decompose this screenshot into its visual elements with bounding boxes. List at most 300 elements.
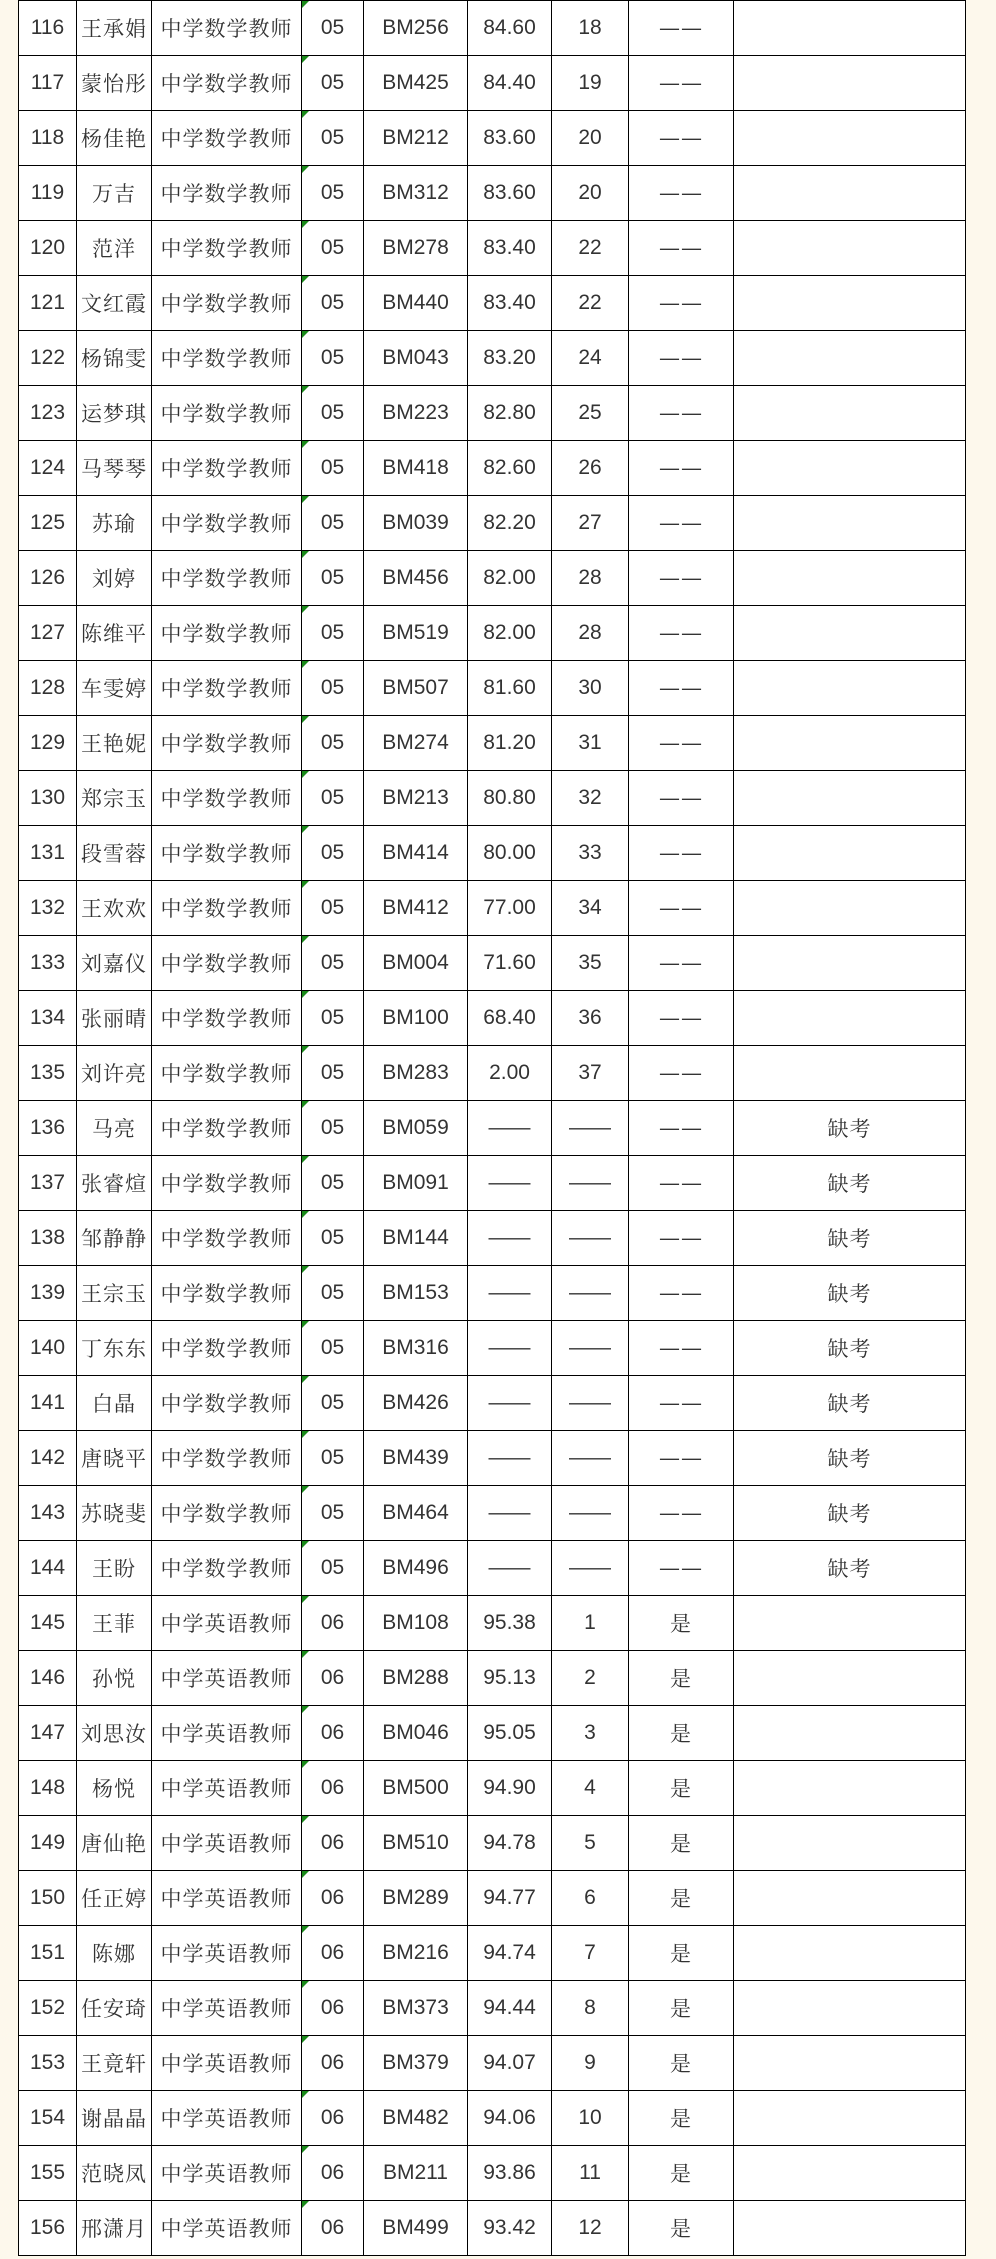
cell-comment-marker bbox=[302, 2201, 309, 2208]
row-score bbox=[468, 606, 552, 661]
row-post-code bbox=[302, 496, 364, 551]
row-seq-text: 123 bbox=[29, 401, 66, 424]
row-score-text: 82.00 bbox=[483, 621, 536, 644]
row-seq-text: 151 bbox=[29, 1941, 66, 1964]
row-seq-text: 125 bbox=[29, 511, 66, 534]
table-row bbox=[19, 1, 966, 56]
row-rank bbox=[552, 1541, 629, 1596]
row-ticket-number-text: BM144 bbox=[382, 1226, 449, 1249]
row-score bbox=[468, 551, 552, 606]
row-rank-text: 31 bbox=[578, 731, 602, 754]
row-post-code-text: 06 bbox=[320, 2216, 345, 2239]
row-seq-text: 139 bbox=[29, 1281, 66, 1304]
row-rank bbox=[552, 1156, 629, 1211]
row-rank bbox=[552, 661, 629, 716]
row-interview bbox=[629, 826, 734, 881]
row-score-text: 77.00 bbox=[483, 896, 536, 919]
row-post-code-text: 06 bbox=[320, 2106, 345, 2129]
row-ticket-number-text: BM499 bbox=[382, 2216, 449, 2239]
row-ticket-number-text: BM100 bbox=[382, 1006, 449, 1029]
row-score-text: —— bbox=[488, 1446, 531, 1469]
row-rank bbox=[552, 1816, 629, 1871]
row-interview bbox=[629, 56, 734, 111]
row-post-text: 中学数学教师 bbox=[160, 1337, 293, 1361]
row-score-text: 95.05 bbox=[483, 1721, 536, 1744]
row-seq bbox=[19, 1431, 77, 1486]
row-interview bbox=[629, 1376, 734, 1431]
row-rank bbox=[552, 826, 629, 881]
cell-comment-marker bbox=[302, 1211, 309, 1218]
row-interview-text: —— bbox=[659, 1116, 703, 1140]
row-post-code bbox=[302, 771, 364, 826]
row-post-text: 中学英语教师 bbox=[160, 1667, 293, 1691]
row-post-text: 中学数学教师 bbox=[160, 677, 293, 701]
row-rank-text: 28 bbox=[578, 566, 602, 589]
row-post-text: 中学英语教师 bbox=[160, 2162, 293, 2186]
table-row bbox=[19, 496, 966, 551]
row-score bbox=[468, 1046, 552, 1101]
row-post bbox=[152, 881, 302, 936]
row-ticket-number bbox=[364, 166, 468, 221]
row-post-code bbox=[302, 2036, 364, 2091]
row-seq bbox=[19, 441, 77, 496]
row-rank-text: 36 bbox=[578, 1006, 602, 1029]
row-post bbox=[152, 1486, 302, 1541]
row-interview-text: —— bbox=[659, 291, 703, 315]
row-ticket-number bbox=[364, 1266, 468, 1321]
cell-comment-marker bbox=[302, 1321, 309, 1328]
row-interview bbox=[629, 1761, 734, 1816]
row-post-code-text: 05 bbox=[320, 1006, 345, 1029]
row-score bbox=[468, 1266, 552, 1321]
row-score bbox=[468, 166, 552, 221]
row-name-text: 唐仙艳 bbox=[81, 1832, 147, 1856]
cell-comment-marker bbox=[302, 2146, 309, 2153]
row-post bbox=[152, 2146, 302, 2201]
row-seq-text: 122 bbox=[29, 346, 66, 369]
row-score-text: 93.86 bbox=[483, 2161, 536, 2184]
row-post bbox=[152, 1651, 302, 1706]
row-interview bbox=[629, 331, 734, 386]
row-name-text: 王欢欢 bbox=[81, 897, 147, 921]
row-remark bbox=[734, 2146, 966, 2201]
row-interview bbox=[629, 991, 734, 1046]
row-name bbox=[77, 1266, 152, 1321]
row-name-text: 郑宗玉 bbox=[81, 787, 147, 811]
row-interview-text: —— bbox=[659, 401, 703, 425]
row-post-text: 中学数学教师 bbox=[160, 567, 293, 591]
row-remark bbox=[734, 1871, 966, 1926]
row-ticket-number bbox=[364, 1376, 468, 1431]
row-ticket-number-text: BM289 bbox=[382, 1886, 449, 1909]
row-seq bbox=[19, 1541, 77, 1596]
row-name-text: 白晶 bbox=[92, 1392, 136, 1416]
row-seq-text: 132 bbox=[29, 896, 66, 919]
table-row bbox=[19, 56, 966, 111]
cell-comment-marker bbox=[302, 1376, 309, 1383]
row-post-code bbox=[302, 606, 364, 661]
row-rank bbox=[552, 1486, 629, 1541]
row-post-code bbox=[302, 1, 364, 56]
row-post-code bbox=[302, 56, 364, 111]
row-interview-text: —— bbox=[659, 1446, 703, 1470]
row-seq-text: 149 bbox=[29, 1831, 66, 1854]
table-row bbox=[19, 386, 966, 441]
row-interview-text: —— bbox=[659, 1501, 703, 1525]
row-post bbox=[152, 2036, 302, 2091]
row-seq-text: 142 bbox=[29, 1446, 66, 1469]
row-score bbox=[468, 881, 552, 936]
row-rank bbox=[552, 1321, 629, 1376]
row-post-code-text: 05 bbox=[320, 346, 345, 369]
row-seq bbox=[19, 2146, 77, 2201]
row-post bbox=[152, 1046, 302, 1101]
row-name bbox=[77, 1926, 152, 1981]
row-post-text: 中学数学教师 bbox=[160, 732, 293, 756]
row-seq-text: 135 bbox=[29, 1061, 66, 1084]
row-seq bbox=[19, 881, 77, 936]
row-post-text: 中学数学教师 bbox=[160, 1502, 293, 1526]
row-ticket-number bbox=[364, 1541, 468, 1596]
row-score-text: 95.38 bbox=[483, 1611, 536, 1634]
row-score bbox=[468, 1761, 552, 1816]
row-rank-text: 11 bbox=[579, 2161, 601, 2184]
row-post bbox=[152, 1266, 302, 1321]
row-name-text: 孙悦 bbox=[92, 1667, 136, 1691]
row-remark bbox=[734, 826, 966, 881]
row-post-code-text: 05 bbox=[320, 1391, 345, 1414]
row-rank-text: —— bbox=[569, 1391, 611, 1414]
row-name-text: 唐晓平 bbox=[81, 1447, 147, 1471]
row-score-text: —— bbox=[488, 1171, 531, 1194]
row-name bbox=[77, 56, 152, 111]
row-name bbox=[77, 1761, 152, 1816]
row-post-code-text: 05 bbox=[320, 621, 345, 644]
row-score bbox=[468, 1706, 552, 1761]
row-interview bbox=[629, 551, 734, 606]
row-ticket-number-text: BM425 bbox=[382, 71, 449, 94]
row-name bbox=[77, 936, 152, 991]
row-post-code bbox=[302, 661, 364, 716]
row-ticket-number bbox=[364, 441, 468, 496]
row-post-text: 中学数学教师 bbox=[160, 952, 293, 976]
row-interview-text: 是 bbox=[670, 1667, 692, 1691]
row-interview bbox=[629, 1156, 734, 1211]
row-post bbox=[152, 1981, 302, 2036]
row-post-code-text: 06 bbox=[320, 1721, 345, 1744]
row-name bbox=[77, 221, 152, 276]
row-seq-text: 131 bbox=[29, 841, 66, 864]
table-row bbox=[19, 606, 966, 661]
row-rank-text: 10 bbox=[578, 2106, 602, 2129]
row-post-code bbox=[302, 1266, 364, 1321]
row-remark bbox=[734, 1981, 966, 2036]
row-name bbox=[77, 1651, 152, 1706]
row-score-text: 80.00 bbox=[483, 841, 536, 864]
cell-comment-marker bbox=[302, 1431, 309, 1438]
row-post bbox=[152, 1376, 302, 1431]
row-score bbox=[468, 1981, 552, 2036]
row-ticket-number-text: BM316 bbox=[382, 1336, 449, 1359]
row-seq-text: 148 bbox=[29, 1776, 66, 1799]
row-interview-text: —— bbox=[659, 676, 703, 700]
row-score-text: 94.90 bbox=[483, 1776, 536, 1799]
row-post-code bbox=[302, 1101, 364, 1156]
row-ticket-number-text: BM256 bbox=[382, 16, 449, 39]
row-remark bbox=[734, 1321, 966, 1376]
row-post-code-text: 05 bbox=[320, 71, 345, 94]
row-ticket-number-text: BM519 bbox=[382, 621, 449, 644]
row-ticket-number bbox=[364, 1, 468, 56]
cell-comment-marker bbox=[302, 661, 309, 668]
row-interview-text: 是 bbox=[670, 1997, 692, 2021]
row-post-code bbox=[302, 1431, 364, 1486]
row-post-code-text: 05 bbox=[320, 126, 345, 149]
row-seq bbox=[19, 276, 77, 331]
row-interview-text: 是 bbox=[670, 1832, 692, 1856]
row-score-text: 83.20 bbox=[483, 346, 536, 369]
row-rank-text: 6 bbox=[584, 1886, 596, 1909]
row-post-text: 中学数学教师 bbox=[160, 402, 293, 426]
row-name-text: 丁东东 bbox=[81, 1337, 147, 1361]
row-post-code bbox=[302, 881, 364, 936]
row-post-text: 中学数学教师 bbox=[160, 237, 293, 261]
row-ticket-number bbox=[364, 1871, 468, 1926]
row-seq-text: 136 bbox=[29, 1116, 66, 1139]
cell-comment-marker bbox=[302, 1541, 309, 1548]
row-score-text: 80.80 bbox=[483, 786, 536, 809]
row-rank-text: 2 bbox=[584, 1666, 596, 1689]
row-seq bbox=[19, 771, 77, 826]
row-post bbox=[152, 111, 302, 166]
table-row bbox=[19, 881, 966, 936]
row-seq bbox=[19, 1321, 77, 1376]
row-rank-text: 25 bbox=[578, 401, 602, 424]
row-post-code bbox=[302, 826, 364, 881]
row-remark bbox=[734, 1211, 966, 1266]
row-interview-text: 是 bbox=[670, 2162, 692, 2186]
row-ticket-number bbox=[364, 1706, 468, 1761]
row-name-text: 陈娜 bbox=[92, 1942, 136, 1966]
row-post-text: 中学英语教师 bbox=[160, 1832, 293, 1856]
row-post-code bbox=[302, 1376, 364, 1431]
row-post-code-text: 05 bbox=[320, 181, 345, 204]
row-post-code-text: 06 bbox=[320, 1666, 345, 1689]
row-post-text: 中学英语教师 bbox=[160, 2217, 293, 2241]
table-row bbox=[19, 1816, 966, 1871]
row-remark bbox=[734, 1706, 966, 1761]
row-seq bbox=[19, 551, 77, 606]
row-rank-text: 7 bbox=[584, 1941, 596, 1964]
row-post-text: 中学数学教师 bbox=[160, 512, 293, 536]
row-interview bbox=[629, 881, 734, 936]
row-rank bbox=[552, 1376, 629, 1431]
row-rank bbox=[552, 2146, 629, 2201]
row-post bbox=[152, 1596, 302, 1651]
row-post bbox=[152, 1321, 302, 1376]
table-row bbox=[19, 826, 966, 881]
row-score-text: 83.40 bbox=[483, 236, 536, 259]
row-post-text: 中学数学教师 bbox=[160, 1282, 293, 1306]
row-rank bbox=[552, 2091, 629, 2146]
row-score-text: 94.77 bbox=[483, 1886, 536, 1909]
row-interview bbox=[629, 386, 734, 441]
table-row bbox=[19, 1761, 966, 1816]
row-seq bbox=[19, 2036, 77, 2091]
row-name-text: 王艳妮 bbox=[81, 732, 147, 756]
row-post-text: 中学数学教师 bbox=[160, 842, 293, 866]
table-row bbox=[19, 1101, 966, 1156]
row-rank bbox=[552, 2201, 629, 2256]
table-row bbox=[19, 331, 966, 386]
row-post-text: 中学数学教师 bbox=[160, 1062, 293, 1086]
cell-comment-marker bbox=[302, 331, 309, 338]
row-ticket-number-text: BM510 bbox=[382, 1831, 449, 1854]
row-score bbox=[468, 661, 552, 716]
row-post-text: 中学数学教师 bbox=[160, 1392, 293, 1416]
row-seq-text: 137 bbox=[29, 1171, 66, 1194]
row-remark bbox=[734, 661, 966, 716]
table-row bbox=[19, 1431, 966, 1486]
row-seq bbox=[19, 1, 77, 56]
row-seq-text: 130 bbox=[29, 786, 66, 809]
row-rank bbox=[552, 1101, 629, 1156]
row-post-code-text: 05 bbox=[320, 1171, 345, 1194]
row-ticket-number-text: BM464 bbox=[382, 1501, 449, 1524]
row-score bbox=[468, 111, 552, 166]
row-interview bbox=[629, 441, 734, 496]
row-remark-text: 缺考 bbox=[827, 1117, 872, 1141]
row-rank bbox=[552, 1596, 629, 1651]
row-score bbox=[468, 2091, 552, 2146]
row-name-text: 范晓凤 bbox=[81, 2162, 147, 2186]
row-post bbox=[152, 441, 302, 496]
row-ticket-number bbox=[364, 56, 468, 111]
row-score-text: —— bbox=[488, 1116, 531, 1139]
row-score bbox=[468, 496, 552, 551]
row-seq bbox=[19, 826, 77, 881]
row-seq bbox=[19, 1981, 77, 2036]
row-name-text: 刘许亮 bbox=[81, 1062, 147, 1086]
row-post-code-text: 05 bbox=[320, 16, 345, 39]
row-post-text: 中学英语教师 bbox=[160, 1887, 293, 1911]
table-row bbox=[19, 1871, 966, 1926]
row-remark-text: 缺考 bbox=[827, 1282, 872, 1306]
row-post-code-text: 05 bbox=[320, 1501, 345, 1524]
row-score-text: 71.60 bbox=[483, 951, 536, 974]
row-post bbox=[152, 1871, 302, 1926]
row-rank-text: —— bbox=[569, 1501, 611, 1524]
row-score-text: —— bbox=[488, 1501, 531, 1524]
row-ticket-number-text: BM482 bbox=[382, 2106, 449, 2129]
row-interview-text: —— bbox=[659, 731, 703, 755]
cell-comment-marker bbox=[302, 881, 309, 888]
row-name-text: 马亮 bbox=[92, 1117, 136, 1141]
row-post-code-text: 05 bbox=[320, 676, 345, 699]
row-score-text: 95.13 bbox=[483, 1666, 536, 1689]
row-seq-text: 141 bbox=[29, 1391, 66, 1414]
row-post bbox=[152, 496, 302, 551]
row-post bbox=[152, 386, 302, 441]
row-interview-text: —— bbox=[659, 1336, 703, 1360]
row-ticket-number bbox=[364, 1596, 468, 1651]
row-remark bbox=[734, 2036, 966, 2091]
row-post-code bbox=[302, 991, 364, 1046]
row-post bbox=[152, 1, 302, 56]
row-post-code-text: 05 bbox=[320, 1336, 345, 1359]
row-post-code-text: 06 bbox=[320, 1886, 345, 1909]
row-interview bbox=[629, 1706, 734, 1761]
row-score bbox=[468, 386, 552, 441]
row-name bbox=[77, 606, 152, 661]
row-ticket-number bbox=[364, 1816, 468, 1871]
row-seq bbox=[19, 1376, 77, 1431]
row-score-text: —— bbox=[488, 1336, 531, 1359]
row-rank-text: 22 bbox=[578, 236, 602, 259]
row-seq-text: 127 bbox=[29, 621, 66, 644]
row-seq-text: 133 bbox=[29, 951, 66, 974]
row-post-code-text: 05 bbox=[320, 291, 345, 314]
row-post-code-text: 06 bbox=[320, 1996, 345, 2019]
row-post-code-text: 05 bbox=[320, 786, 345, 809]
row-interview-text: —— bbox=[659, 511, 703, 535]
row-rank-text: 37 bbox=[578, 1061, 602, 1084]
row-interview-text: —— bbox=[659, 1281, 703, 1305]
row-remark bbox=[734, 2201, 966, 2256]
row-interview-text: —— bbox=[659, 1061, 703, 1085]
cell-comment-marker bbox=[302, 56, 309, 63]
row-interview bbox=[629, 496, 734, 551]
row-score-text: 84.40 bbox=[483, 71, 536, 94]
row-interview bbox=[629, 1, 734, 56]
row-score bbox=[468, 991, 552, 1046]
row-name bbox=[77, 551, 152, 606]
row-post bbox=[152, 2201, 302, 2256]
row-seq bbox=[19, 606, 77, 661]
row-remark bbox=[734, 1486, 966, 1541]
row-post-code bbox=[302, 1706, 364, 1761]
row-remark bbox=[734, 441, 966, 496]
row-score-text: —— bbox=[488, 1391, 531, 1414]
row-seq-text: 140 bbox=[29, 1336, 66, 1359]
cell-comment-marker bbox=[302, 1, 309, 8]
row-rank-text: 12 bbox=[578, 2216, 602, 2239]
row-rank-text: 32 bbox=[578, 786, 602, 809]
row-ticket-number-text: BM043 bbox=[382, 346, 449, 369]
row-post bbox=[152, 1816, 302, 1871]
row-seq bbox=[19, 936, 77, 991]
row-rank bbox=[552, 551, 629, 606]
row-seq bbox=[19, 661, 77, 716]
row-post-code-text: 05 bbox=[320, 1116, 345, 1139]
row-seq bbox=[19, 221, 77, 276]
row-seq-text: 145 bbox=[29, 1611, 66, 1634]
row-seq bbox=[19, 1816, 77, 1871]
row-rank-text: 20 bbox=[578, 126, 602, 149]
row-seq-text: 118 bbox=[30, 126, 65, 149]
row-post-text: 中学英语教师 bbox=[160, 2107, 293, 2131]
row-rank bbox=[552, 166, 629, 221]
row-interview bbox=[629, 936, 734, 991]
cell-comment-marker bbox=[302, 1101, 309, 1108]
row-score bbox=[468, 826, 552, 881]
row-seq bbox=[19, 1926, 77, 1981]
row-interview bbox=[629, 1596, 734, 1651]
row-post bbox=[152, 991, 302, 1046]
table-row bbox=[19, 1981, 966, 2036]
cell-comment-marker bbox=[302, 1761, 309, 1768]
table-row bbox=[19, 1486, 966, 1541]
